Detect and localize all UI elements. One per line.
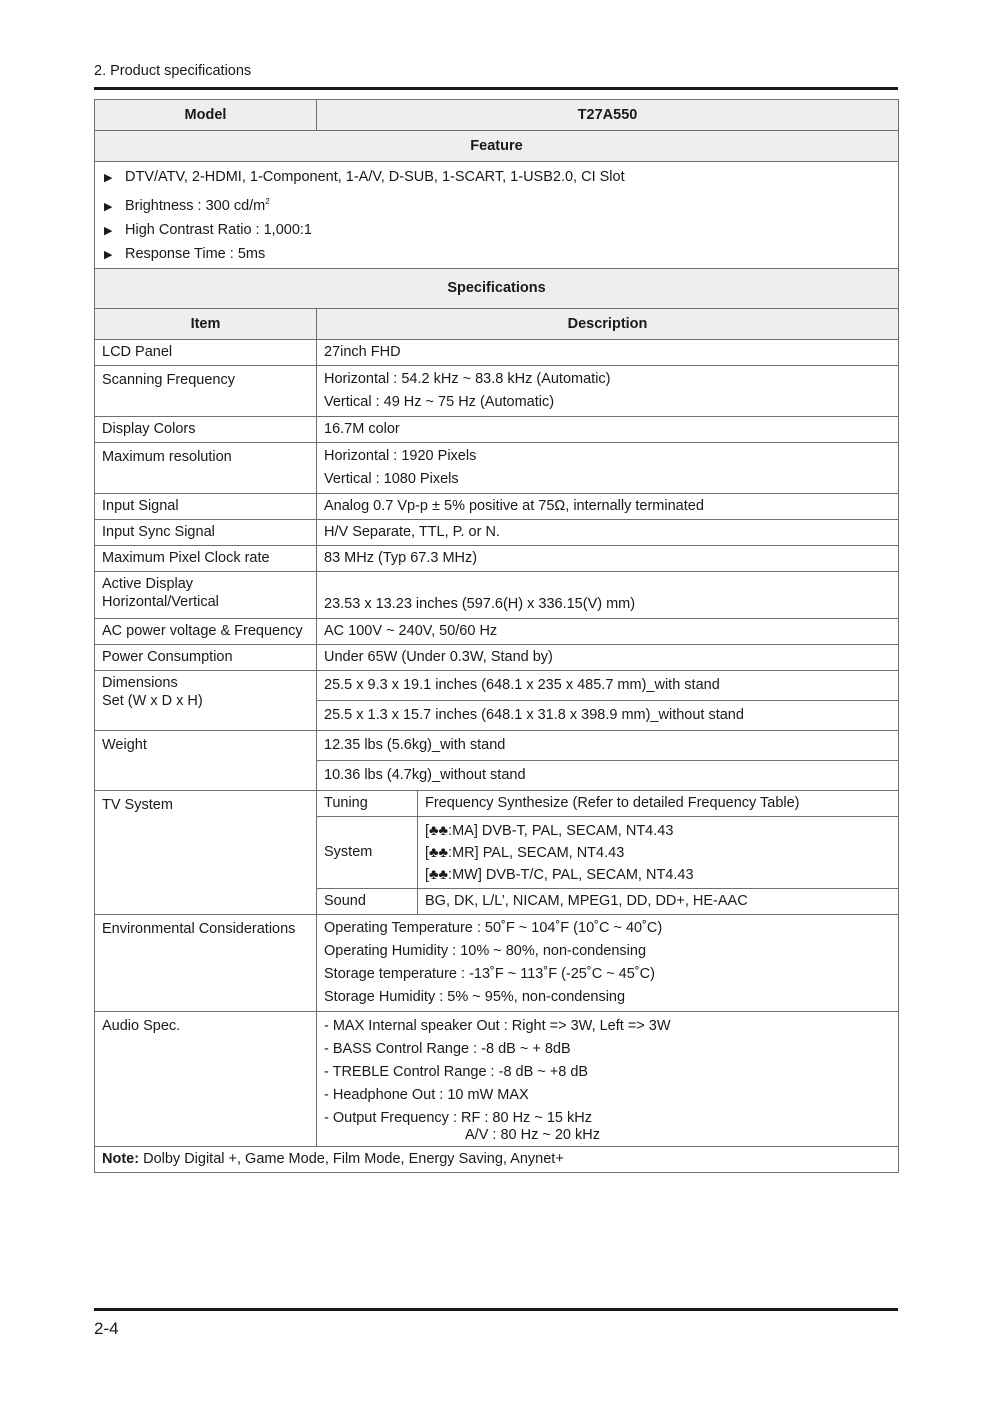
row-item: Scanning Frequency [95, 366, 317, 417]
note-text: Dolby Digital +, Game Mode, Film Mode, Energy Saving, Anynet+ [139, 1151, 564, 1167]
table-row [95, 546, 899, 572]
row-item: LCD Panel [95, 340, 317, 366]
model-feature-table [94, 99, 899, 270]
model-value: T27A550 [317, 100, 899, 131]
row-item: Input Sync Signal [95, 520, 317, 546]
row-item: Maximum Pixel Clock rate [95, 546, 317, 572]
feature-item: ▶ Brightness : 300 $cd/m^2$ [104, 190, 889, 219]
row-description: 12.35 lbs (5.6kg)_with stand [317, 731, 899, 761]
bullet-triangle-icon: ▶ [104, 248, 113, 261]
row-description: 25.5 x 9.3 x 19.1 inches (648.1 x 235 x 485.7 mm)_with stand [317, 671, 899, 701]
table-row [95, 915, 899, 1012]
system-label: System [317, 817, 418, 889]
table-row [95, 1147, 899, 1173]
feature-label: Feature [95, 131, 899, 162]
section-title: 2. Product specifications [94, 63, 252, 79]
specifications-title: Specifications [95, 269, 899, 309]
row-item: Environmental Considerations [95, 915, 317, 1012]
superscript: 2 [265, 197, 270, 206]
table-row [95, 731, 899, 761]
row-description: Analog 0.7 Vp-p ± 5% positive at 75Ω, internally terminated [317, 494, 899, 520]
row-description: 10.36 lbs (4.7kg)_without stand [317, 761, 899, 791]
row-description: AC 100V ~ 240V, 50/60 Hz [317, 619, 899, 645]
column-header-description: Description [317, 309, 899, 340]
row-description: 25.5 x 1.3 x 15.7 inches (648.1 x 31.8 x 398.9 mm)_without stand [317, 701, 899, 731]
header-rule [94, 87, 898, 90]
table-row [95, 572, 899, 619]
row-description: - MAX Internal speaker Out : Right => 3W, Left => 3W - BASS Control Range : -8 dB ~ + 8dB - TREBLE Control Range : -8 dB ~ +8 dB - Headphone Out : 10 mW MAX - Output Frequency : RF : 80 Hz ~ 15 kHz A/V : 80 Hz ~ 20 kHz [317, 1012, 899, 1147]
table-row [95, 340, 899, 366]
table-row [95, 791, 899, 817]
table-row [95, 417, 899, 443]
feature-item: ▶ High Contrast Ratio : 1,000:1 [104, 219, 889, 243]
sound-label: Sound [317, 889, 418, 915]
row-description: 27inch FHD [317, 340, 899, 366]
table-row [95, 366, 899, 417]
row-item: Audio Spec. [95, 1012, 317, 1147]
row-item: Weight [95, 731, 317, 791]
specifications-table [94, 268, 899, 1173]
bullet-triangle-icon: ▶ [104, 224, 113, 237]
sound-value: BG, DK, L/L’, NICAM, MPEG1, DD, DD+, HE-AAC [418, 889, 899, 915]
row-description: H/V Separate, TTL, P. or N. [317, 520, 899, 546]
row-description: Horizontal : 54.2 kHz ~ 83.8 kHz (Automatic) Vertical : 49 Hz ~ 75 Hz (Automatic) [317, 366, 899, 417]
feature-item: ▶ Response Time : 5ms [104, 243, 889, 267]
row-item: Input Signal [95, 494, 317, 520]
column-header-item: Item [95, 309, 317, 340]
row-item: AC power voltage & Frequency [95, 619, 317, 645]
row-description: 16.7M color [317, 417, 899, 443]
row-description: 83 MHz (Typ 67.3 MHz) [317, 546, 899, 572]
system-values: [♣♣:MA] DVB-T, PAL, SECAM, NT4.43 [♣♣:MR] PAL, SECAM, NT4.43 [♣♣:MW] DVB-T/C, PAL, SECAM, NT4.43 [418, 817, 899, 889]
bullet-triangle-icon: ▶ [104, 200, 113, 213]
footer-rule [94, 1308, 898, 1311]
row-item: Display Colors [95, 417, 317, 443]
row-description: Operating Temperature : 50˚F ~ 104˚F (10˚C ~ 40˚C) Operating Humidity : 10% ~ 80%, non-condensing Storage temperature : -13˚F ~ 113˚F (-25˚C ~ 45˚C) Storage Humidity : 5% ~ 95%, non-condensing [317, 915, 899, 1012]
note-label: Note: [102, 1151, 140, 1167]
table-row [95, 671, 899, 701]
row-description: Horizontal : 1920 Pixels Vertical : 1080 Pixels [317, 443, 899, 494]
model-label: Model [95, 100, 317, 131]
feature-list [95, 162, 899, 270]
table-row [95, 619, 899, 645]
note-row [95, 1147, 899, 1173]
feature-item: ▶ DTV/ATV, 2-HDMI, 1-Component, 1-A/V, D-SUB, 1-SCART, 1-USB2.0, CI Slot [104, 166, 889, 190]
page-number: 2-4 [94, 1319, 119, 1338]
table-row [95, 645, 899, 671]
row-description: Under 65W (Under 0.3W, Stand by) [317, 645, 899, 671]
row-item: Maximum resolution [95, 443, 317, 494]
row-item: Active Display Horizontal/Vertical [95, 572, 317, 619]
row-item: Power Consumption [95, 645, 317, 671]
table-row [95, 443, 899, 494]
row-item: Dimensions Set (W x D x H) [95, 671, 317, 731]
row-description: 23.53 x 13.23 inches (597.6(H) x 336.15(V) mm) [317, 572, 899, 619]
tuning-value: Frequency Synthesize (Refer to detailed Frequency Table) [418, 791, 899, 817]
bullet-triangle-icon: ▶ [104, 172, 113, 184]
row-item: TV System [95, 791, 317, 915]
table-row [95, 520, 899, 546]
table-row [95, 494, 899, 520]
table-row [95, 1012, 899, 1147]
tuning-label: Tuning [317, 791, 418, 817]
